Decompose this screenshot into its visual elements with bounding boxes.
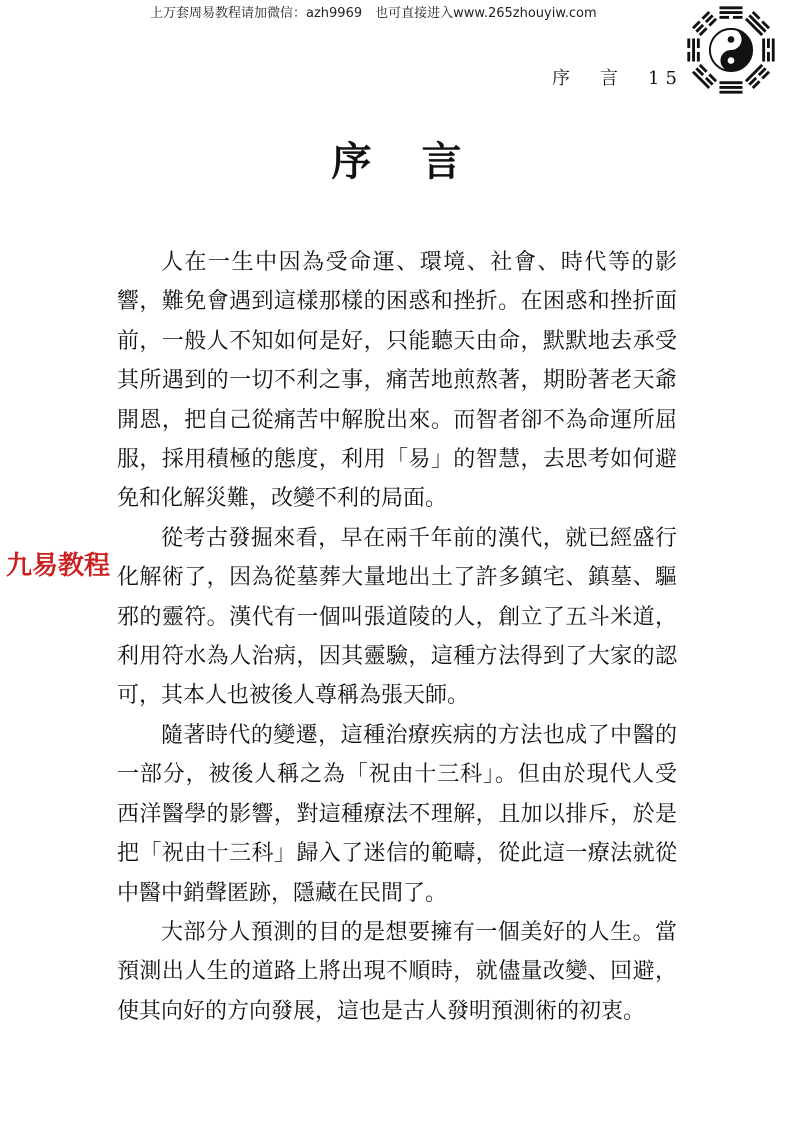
paragraph: 大部分人預測的目的是想要擁有一個美好的人生。當預測出人生的道路上將出現不順時，就儘量改變、回避，使其向好的方向發展，這也是古人發明預測術的初衷。 bbox=[117, 919, 677, 1024]
paragraph: 人在一生中因為受命運、環境、社會、時代等的影響，難免會遇到這樣那樣的困惑和挫折。在困惑和挫折面前，一般人不知如何是好，只能聽天由命，默默地去承受其所遇到的一切不利之事，痛苦地煎熬著，期盼著老天爺開恩，把自己從痛苦中解脫出來。而智者卻不為命運所屈服，採用積極的態度，利用「易」的智慧，去思考如何避免和化解災難，改變不利的局面。 bbox=[117, 250, 677, 512]
page-title: 序言 bbox=[331, 138, 512, 185]
paragraph: 從考古發掘來看，早在兩千年前的漢代，就已經盛行化解術了，因為從墓葬大量地出土了許多鎮宅、鎮墓、驅邪的靈符。漢代有一個叫張道陵的人，創立了五斗米道，利用符水為人治病，因其靈驗，這種方法得到了大家的認可，其本人也被後人尊稱為張天師。 bbox=[117, 525, 677, 709]
top-banner: 上万套周易教程请加微信：azh9969 也可直接进入www.265zhouyiw.com bbox=[150, 6, 597, 21]
body-text bbox=[117, 243, 677, 1031]
watermark: 九易教程 bbox=[6, 551, 111, 581]
bagua-yin-yang-icon bbox=[683, 2, 779, 98]
paragraph: 隨著時代的變遷，這種治療疾病的方法也成了中醫的一部分，被後人稱之為「祝由十三科」。但由於現代人受西洋醫學的影響，對這種療法不理解，且加以排斥，於是把「祝由十三科」歸入了迷信的範疇，從此這一療法就從中醫中銷聲匿跡，隱藏在民間了。 bbox=[117, 722, 677, 906]
running-head: 序 言 15 bbox=[552, 68, 683, 89]
